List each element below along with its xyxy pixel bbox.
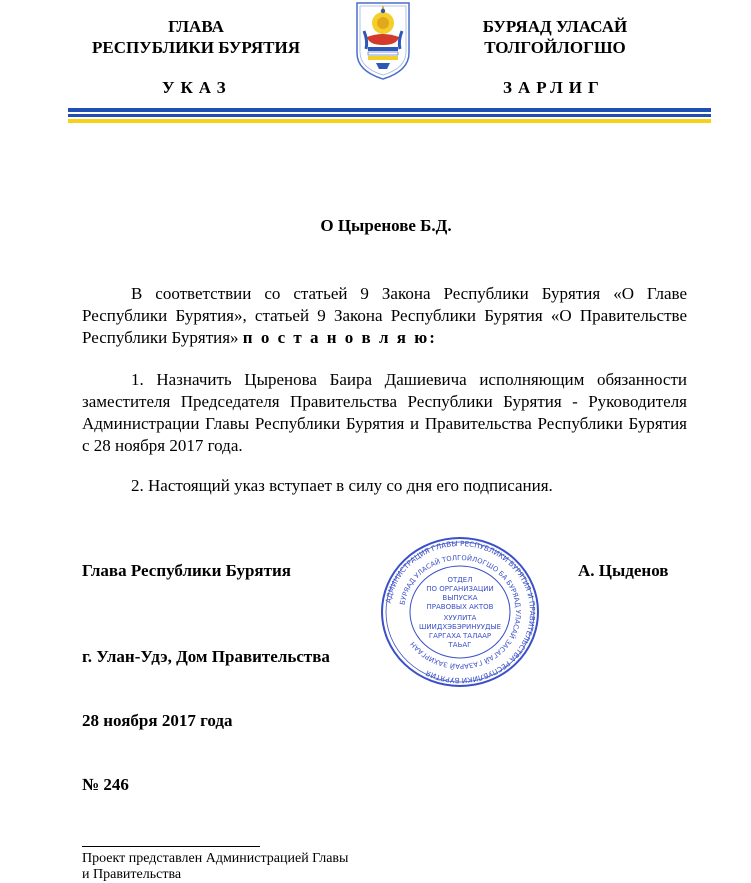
issuer-title-bua: [440, 16, 670, 58]
issuer-title-bua-line1: БУРЯАД УЛАСАЙ: [482, 17, 628, 36]
stamp-center-line-7: ГАРГАХА ТАЛААР: [428, 632, 492, 640]
coat-of-arms-icon: [354, 1, 412, 81]
footnote-divider: [82, 846, 260, 847]
footnote-line-1: Проект представлен Администрацией Главы: [82, 851, 349, 866]
stamp-center-line-8: ТАЬАГ: [448, 641, 472, 649]
stamp-center-line-5: ХУУЛИТА: [443, 614, 477, 622]
footnote-line-2: и Правительства: [82, 867, 182, 882]
issuer-title-ru-line2: РЕСПУБЛИКИ БУРЯТИЯ: [92, 38, 300, 57]
doc-type-ru: УКАЗ: [162, 78, 232, 97]
signing-date: 28 ноября 2017 года: [82, 711, 233, 730]
stripe-blue: [68, 108, 711, 112]
signatory-position: Глава Республики Бурятия: [82, 561, 291, 580]
stamp-outer-ring-text: АДМИНИСТРАЦИЯ ГЛАВЫ РЕСПУБЛИКИ БУРЯТИЯ И ПРАВИТЕЛЬСТВА РЕСПУБЛИКИ БУРЯТИЯ: [383, 538, 538, 686]
stamp-center-line-2: ПО ОРГАНИЗАЦИИ: [426, 585, 494, 593]
document-title: О Цыренове Б.Д.: [320, 216, 452, 235]
issuer-title-ru: [80, 16, 312, 58]
stamp-center-line-1: ОТДЕЛ: [447, 576, 473, 584]
issuer-title-bua-line2: ТОЛГОЙЛОГШО: [484, 38, 626, 57]
issuer-title-ru-line1: ГЛАВА: [168, 17, 224, 36]
footnote: [82, 851, 482, 883]
item-1-paragraph: 1. Назначить Цыренова Баира Дашиевича исполняющим обязанности заместителя Председателя Правительства Республики Бурятия - Руководителя Администрации Главы Республики Бурятия и Правительства Республики Бурятия с 28 ноября 2017 года.: [82, 370, 687, 455]
preamble-keyword: п о с т а н о в л я ю:: [242, 328, 437, 347]
stripe-blue-thin: [68, 114, 711, 117]
preamble-paragraph: [82, 283, 687, 349]
preamble-text: В соответствии со статьей 9 Закона Республики Бурятия «О Главе Республики Бурятия», статьей 9 Закона Республики Бурятия «О Правительстве Республики Бурятия»: [82, 284, 687, 347]
official-stamp: [378, 534, 542, 690]
item-2-paragraph: 2. Настоящий указ вступает в силу со дня его подписания.: [131, 476, 553, 495]
header-flag-stripes: [68, 108, 711, 122]
signing-place: г. Улан-Удэ, Дом Правительства: [82, 647, 330, 666]
stamp-inner-ring-text: БУРЯАД УЛАСАЙ ТОЛГОЙЛОГШО БА БУРЯАД УЛАСАЙ ЗАСАГАЙ ГАЗАРАЙ ЗАХИРГААН: [398, 553, 523, 671]
stamp-center-line-3: ВЫПУСКА: [442, 594, 478, 602]
signatory-name: А. Цыденов: [578, 561, 669, 580]
doc-type-bua: ЗАРЛИГ: [503, 78, 605, 97]
stamp-center-line-6: ШИИДХЭБЭРИНУУДЫЕ: [418, 623, 502, 631]
decree-number: № 246: [82, 775, 129, 794]
stamp-center-line-4: ПРАВОВЫХ АКТОВ: [426, 603, 494, 611]
stripe-yellow: [68, 119, 711, 123]
